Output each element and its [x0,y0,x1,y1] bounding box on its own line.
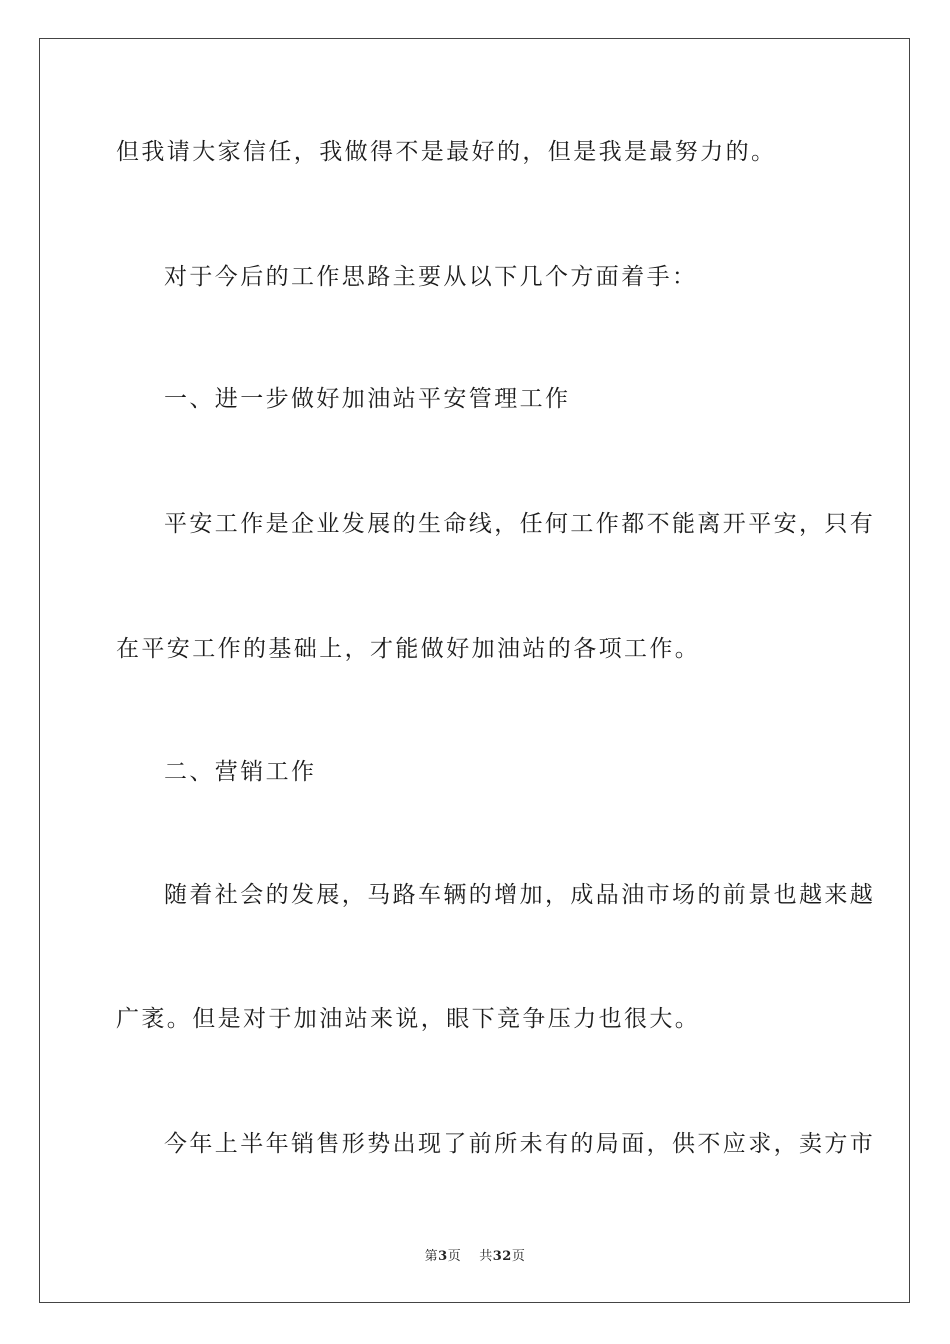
paragraph-line-1: 但我请大家信任，我做得不是最好的，但是我是最努力的。 [116,139,777,165]
page-border [39,38,910,1303]
paragraph-line-4: 在平安工作的基础上，才能做好加油站的各项工作。 [116,636,701,662]
section-heading-2: 二、营销工作 [164,759,317,785]
paragraph-line-7: 今年上半年销售形势出现了前所未有的局面，供不应求，卖方市 [164,1131,876,1157]
paragraph-line-2: 对于今后的工作思路主要从以下几个方面着手： [164,264,698,290]
paragraph-line-3: 平安工作是企业发展的生命线，任何工作都不能离开平安，只有 [164,511,876,537]
page-number: 3 [438,1249,448,1264]
page-footer [0,1245,950,1264]
page-suffix: 页 [447,1249,462,1264]
paragraph-line-6: 广袤。但是对于加油站来说，眼下竞争压力也很大。 [116,1006,701,1032]
section-heading-1: 一、进一步做好加油站平安管理工作 [164,386,571,412]
page-prefix: 第 [424,1249,439,1264]
total-suffix: 页 [511,1249,526,1264]
total-pages: 32 [492,1249,512,1264]
paragraph-line-5: 随着社会的发展，马路车辆的增加，成品油市场的前景也越来越 [164,882,876,908]
total-prefix: 共 [479,1249,493,1264]
